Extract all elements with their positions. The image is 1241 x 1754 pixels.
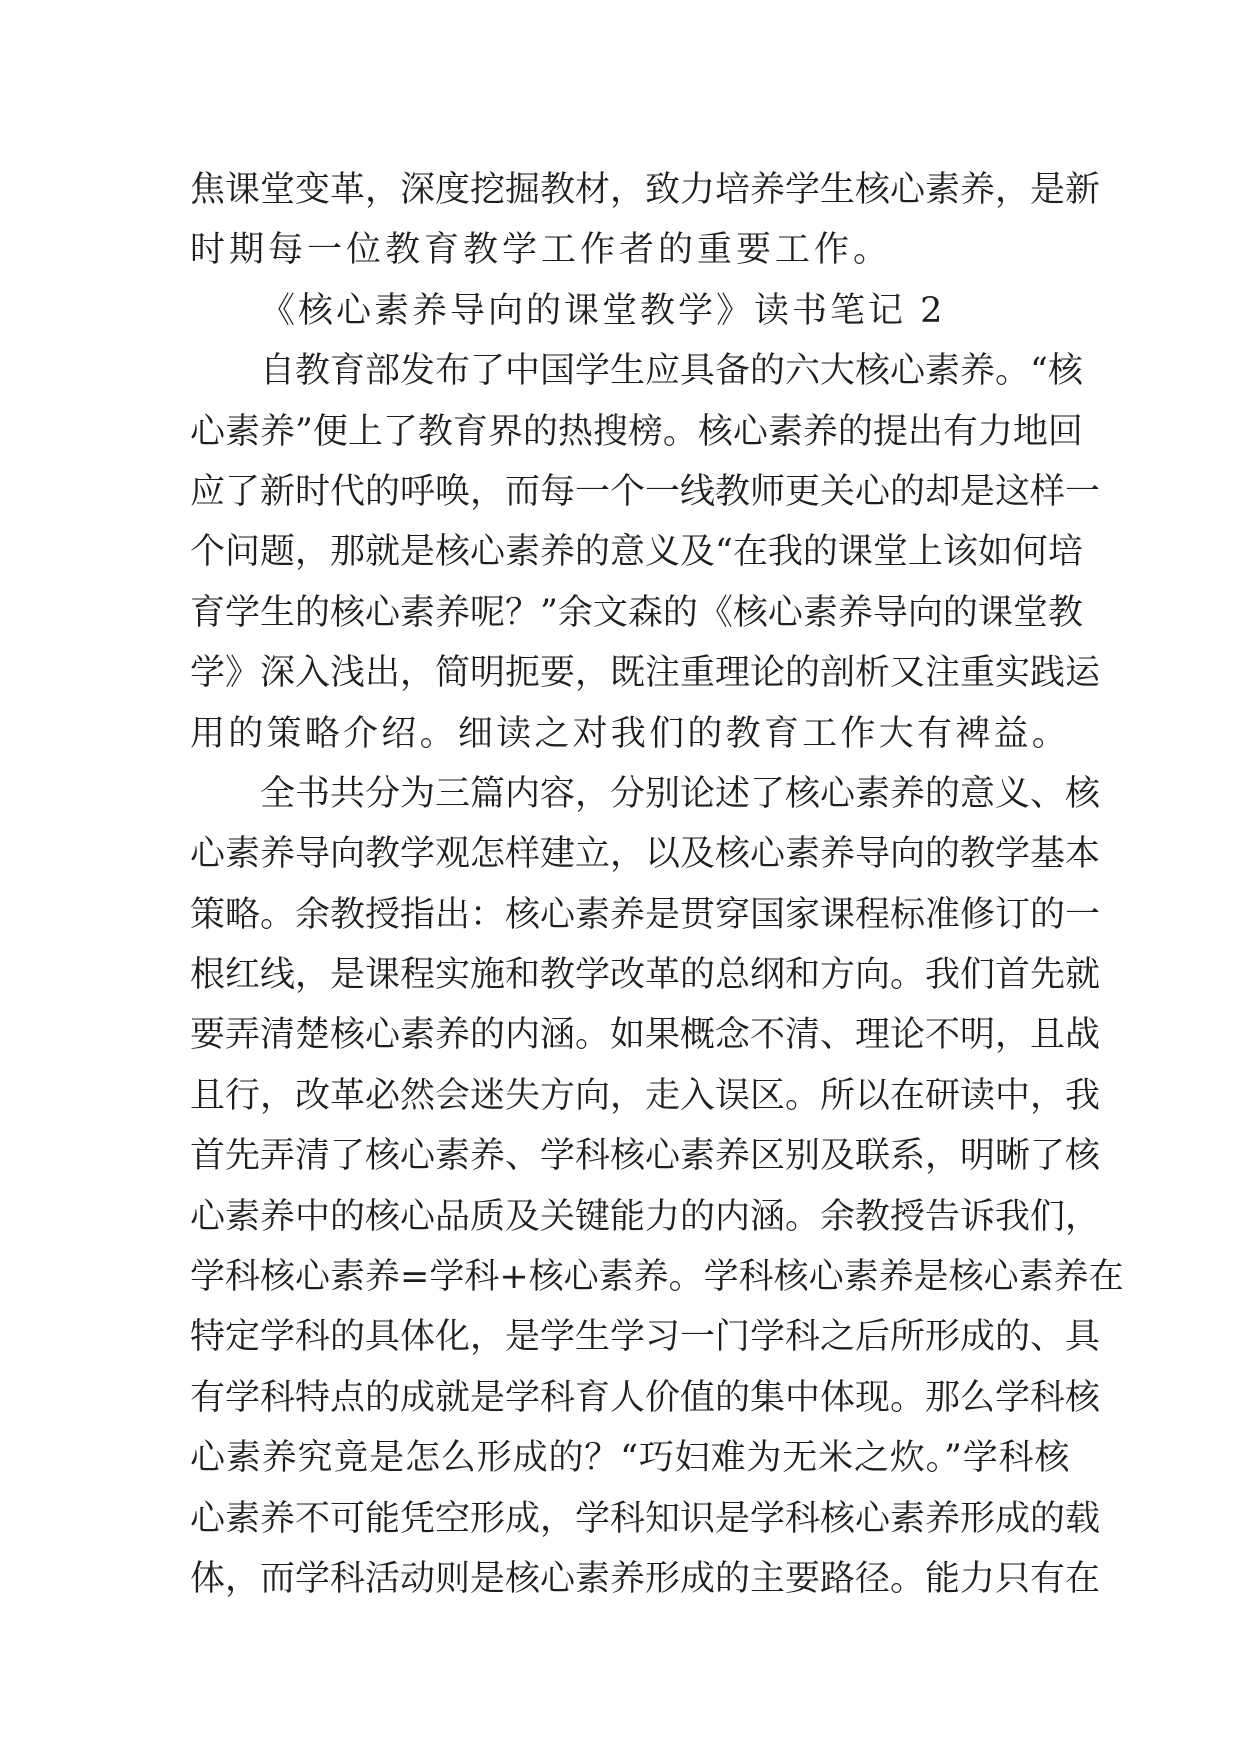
text-line: 心素养”便上了教育界的热搜榜。核心素养的提出有力地回: [190, 411, 1083, 452]
body-text: [190, 160, 1124, 1609]
text-line: 焦课堂变革，深度挖掘教材，致力培养学生核心素养，是新: [190, 170, 1101, 210]
text-line: 根红线，是课程实施和教学改革的总纲和方向。我们首先就: [190, 955, 1101, 996]
text-line: 有学科特点的成就是学科育人价值的集中体现。那么学科核: [190, 1377, 1101, 1418]
text-line: 体，而学科活动则是核心素养形成的主要路径。能力只有在: [190, 1558, 1101, 1599]
text-line: 心素养导向教学观怎样建立，以及核心素养导向的教学基本: [190, 834, 1101, 875]
section-heading: 《核心素养导向的课堂教学》读书笔记 2: [260, 290, 946, 331]
text-line: 育学生的核心素养呢？”余文森的《核心素养导向的课堂教: [190, 592, 1083, 633]
text-line: 特定学科的具体化，是学生学习一门学科之后所形成的、具: [190, 1317, 1101, 1358]
text-line: 学》深入浅出，简明扼要，既注重理论的剖析又注重实践运: [190, 653, 1101, 694]
text-line: 自教育部发布了中国学生应具备的六大核心素养。“核: [260, 351, 1083, 392]
text-line: 要弄清楚核心素养的内涵。如果概念不清、理论不明，且战: [190, 1015, 1101, 1056]
text-line: 首先弄清了核心素养、学科核心素养区别及联系，明晰了核: [190, 1136, 1101, 1177]
text-line: 个问题，那就是核心素养的意义及“在我的课堂上该如何培: [190, 532, 1083, 573]
text-line: 用的策略介绍。细读之对我们的教育工作大有裨益。: [190, 713, 1071, 754]
text-line: 心素养不可能凭空形成，学科知识是学科核心素养形成的载: [190, 1498, 1101, 1539]
text-line: 心素养究竟是怎么形成的？“巧妇难为无米之炊。”学科核: [190, 1438, 1071, 1479]
text-line: 策略。余教授指出：核心素养是贯穿国家课程标准修订的一: [190, 894, 1101, 935]
text-line: 且行，改革必然会迷失方向，走入误区。所以在研读中，我: [190, 1075, 1101, 1116]
text-line: 学科核心素养=学科+核心素养。学科核心素养是核心素养在: [190, 1257, 1124, 1298]
text-line: 应了新时代的呼唤，而每一个一线教师更关心的却是这样一: [190, 471, 1101, 512]
text-line: 时期每一位教育教学工作者的重要工作。: [190, 230, 893, 271]
text-line: 心素养中的核心品质及关键能力的内涵。余教授告诉我们，: [190, 1196, 1101, 1237]
text-line: 全书共分为三篇内容，分别论述了核心素养的意义、核: [260, 773, 1101, 814]
